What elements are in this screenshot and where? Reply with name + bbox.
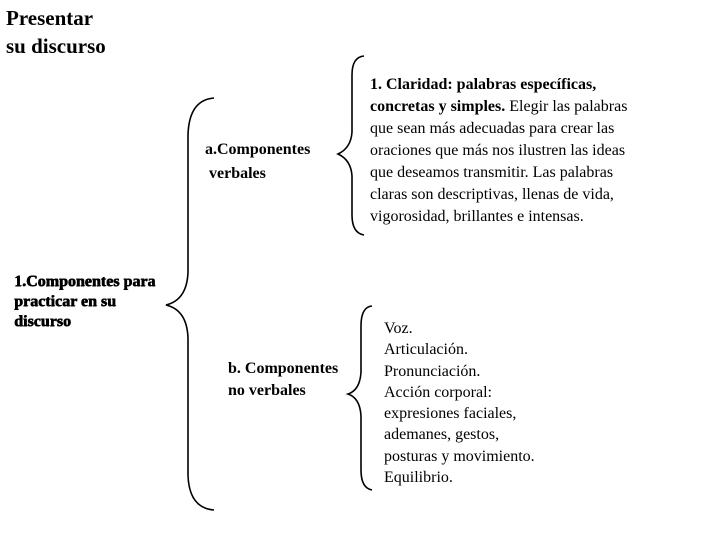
clarity-text-line-1: que sean más adecuadas para crear las bbox=[370, 120, 615, 137]
title-line-2: su discurso bbox=[6, 34, 106, 58]
verbal-label-line-2: verbales bbox=[205, 165, 266, 182]
main-topic-line-1: 1.Componentes para bbox=[14, 273, 156, 290]
clarity-heading-line-1: 1. Claridad: palabras específicas, bbox=[370, 76, 597, 93]
clarity-text-line-2: oraciones que más nos ilustren las ideas bbox=[370, 142, 626, 159]
verbal-brace bbox=[338, 56, 364, 235]
list-item: Pronunciación. bbox=[384, 362, 481, 380]
list-item: Voz. bbox=[384, 320, 413, 337]
clarity-text-line-5: vigorosidad, brillantes e intensas. bbox=[370, 208, 584, 225]
nonverbal-components-label bbox=[228, 358, 338, 402]
main-topic-line-3: discurso bbox=[14, 313, 71, 330]
list-item: expresiones faciales, bbox=[384, 405, 517, 423]
verbal-components-label bbox=[205, 138, 310, 186]
main-topic-line-2: practicar en su bbox=[14, 293, 116, 310]
nonverbal-label-line-2: no verbales bbox=[228, 382, 306, 399]
list-item: Equilibrio. bbox=[384, 469, 453, 487]
list-item: Acción corporal: bbox=[384, 383, 492, 401]
nonverbal-brace bbox=[348, 306, 372, 490]
main-topic bbox=[14, 272, 155, 332]
page-title bbox=[6, 4, 106, 60]
verbal-label-line-1: a.Componentes bbox=[205, 141, 311, 158]
clarity-text-line-4: claras son descriptivas, llenas de vida, bbox=[370, 186, 614, 203]
clarity-text-tail: Elegir las palabras bbox=[505, 98, 628, 115]
list-item: Articulación. bbox=[384, 341, 468, 359]
list-item: ademanes, gestos, bbox=[384, 426, 500, 444]
verbal-description bbox=[370, 74, 670, 228]
nonverbal-label-line-1: b. Componentes bbox=[228, 360, 339, 377]
list-item: posturas y movimiento. bbox=[384, 447, 535, 465]
title-line-1: Presentar bbox=[6, 6, 94, 30]
clarity-heading-line-2: concretas y simples. bbox=[370, 98, 506, 115]
nonverbal-list bbox=[384, 318, 535, 488]
clarity-text-line-3: que deseamos transmitir. Las palabras bbox=[370, 164, 614, 181]
